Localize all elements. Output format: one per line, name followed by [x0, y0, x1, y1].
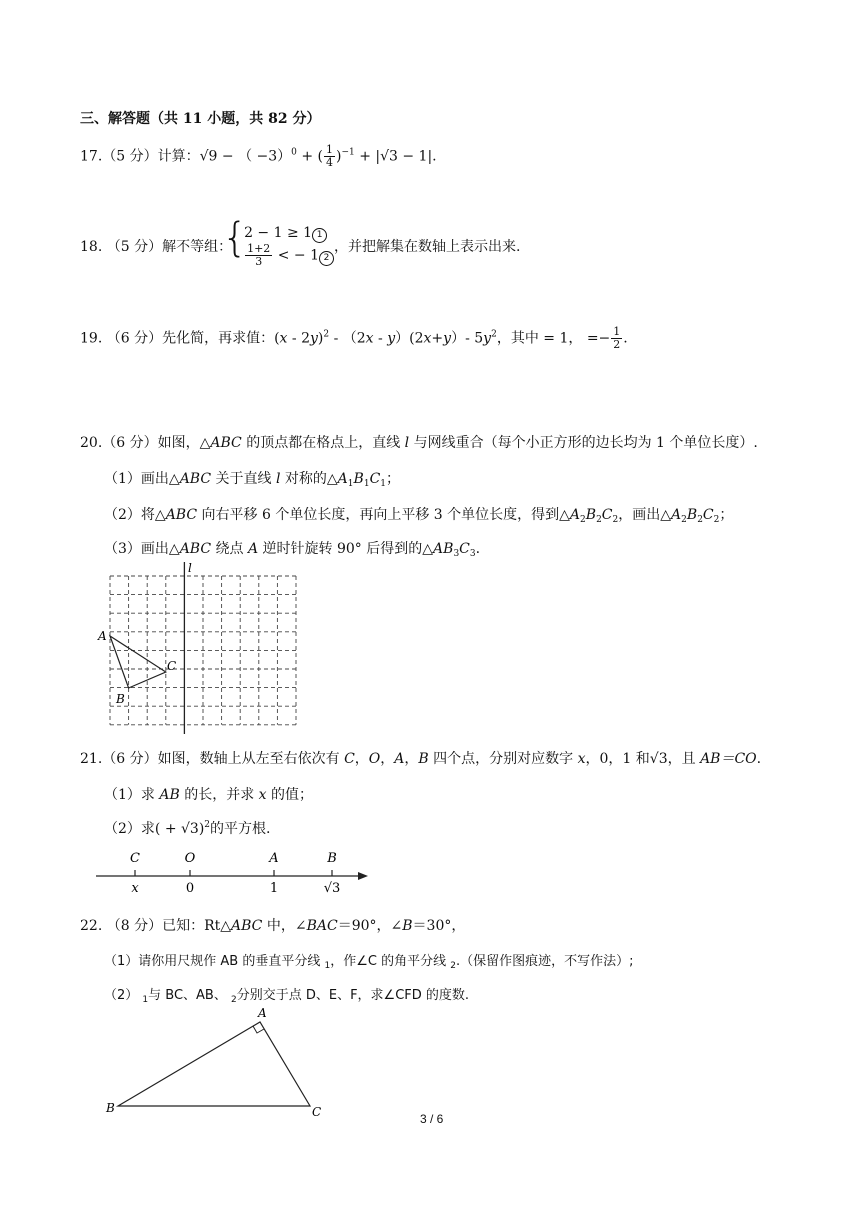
q18-frac-num: 1+2 — [247, 242, 271, 255]
q20-part3 — [104, 538, 480, 559]
q20-p2-C: C — [601, 507, 613, 523]
q20-p1-end: ； — [386, 471, 401, 487]
q21-head-a: 21.（6 分）如图，数轴上从左至右依次有 — [80, 751, 345, 767]
label-A: A — [98, 629, 107, 643]
q18-line2-text: < − 1 — [273, 247, 320, 264]
q20-p3-AB: AB — [433, 541, 454, 557]
q21-O: O — [368, 751, 381, 767]
label-B: B — [106, 1101, 115, 1115]
q21-sep3: ， — [404, 751, 419, 767]
q21-p1-b: 的长，并求 — [179, 787, 259, 803]
q22-p2-c: 分别交于点 D、E、F，求∠CFD 的度数. — [236, 988, 470, 1003]
q20-p3-end: . — [475, 541, 481, 557]
q21-p1-ab: AB — [159, 787, 180, 803]
q18-system — [222, 215, 334, 268]
q22-part2 — [104, 984, 469, 1005]
q22-p1-c: .（保留作图痕迹，不写作法）; — [455, 954, 634, 969]
q20-part2 — [104, 504, 733, 525]
q20-p2-end: ； — [719, 507, 734, 523]
question-18 — [80, 215, 521, 268]
q22-bac: BAC — [306, 918, 338, 934]
q20-p3-a: （3）画出△ — [104, 541, 180, 557]
q20-p2-B2: B — [686, 507, 698, 523]
q19-y1: y — [310, 330, 318, 347]
q20-p3-c: 逆时针旋转 90° 后得到的△ — [258, 541, 434, 557]
q21-B: B — [418, 751, 429, 767]
q17-expr-b: + |√3 − 1|. — [354, 148, 437, 165]
brace-icon: { — [222, 215, 248, 261]
q20-p2-A2: A — [671, 507, 682, 523]
q20-p2-C2: C — [702, 507, 714, 523]
q19-t5: ）(2 — [395, 330, 424, 347]
q21-head-c: ，0，1 和√3，且 — [585, 751, 701, 767]
q21-p2-b: 的平方根. — [210, 821, 271, 837]
q20-p1-s2: 1 — [363, 479, 370, 489]
q19-t1: - 2 — [287, 330, 310, 347]
q19-x1: x — [279, 330, 288, 347]
q19-a: 19. （6 分）先化简，再求值：( — [80, 330, 280, 347]
page-number: 3 / 6 — [420, 1112, 444, 1126]
q21-head-b: 四个点，分别对应数字 — [428, 751, 578, 767]
q20-p3-C: C — [459, 541, 470, 557]
q20-p2-b: 向右平移 6 个单位长度，再向上平移 3 个单位长度，得到△ — [197, 507, 570, 523]
q20-head-a: 20.（6 分）如图，△ — [80, 435, 211, 451]
q19-t3: - （2 — [329, 330, 366, 347]
q19-x3: x — [423, 330, 432, 347]
q21-p1-x: x — [258, 787, 267, 803]
q19-sup2: 2 — [323, 329, 330, 340]
q18-line1-text: 2 − 1 ≥ 1 — [244, 225, 313, 241]
q19-frac-num: 1 — [613, 325, 621, 338]
q20-p3-b: 绕点 — [211, 541, 248, 557]
q20-p1-b1: B — [353, 471, 364, 487]
q21-number-line — [92, 846, 377, 896]
q21-sep1: ， — [354, 751, 369, 767]
axis-ticks — [135, 870, 332, 876]
q20-p1-a1: A — [337, 471, 348, 487]
question-22-head — [80, 915, 465, 935]
q20-p3-A: A — [247, 541, 259, 557]
q17-fraction — [324, 144, 335, 169]
q20-p2-s5: 2 — [697, 515, 703, 525]
q21-p1-c: 的值； — [266, 787, 314, 803]
q19-t8: ，其中 = 1， =− — [496, 330, 611, 347]
section-title: 三、解答题（共 11 小题，共 82 分） — [80, 111, 321, 127]
q22-part1 — [104, 950, 633, 971]
axis-label-A: A — [269, 851, 279, 866]
question-21-head — [80, 748, 761, 768]
q20-grid-figure — [96, 560, 306, 735]
q19-t4: - — [373, 330, 388, 347]
q21-p2-sup: 2 — [204, 820, 211, 830]
question-17 — [80, 144, 437, 169]
q22-head-c: ＝90°，∠ — [337, 918, 403, 934]
q22-head: 22. （8 分）已知：Rt△ — [80, 918, 232, 934]
q20-p2-A: A — [569, 507, 581, 523]
triangle-abc — [110, 636, 166, 688]
q22-head-d: ＝30°， — [412, 918, 466, 934]
q20-part1 — [104, 468, 400, 489]
grid-lines — [110, 576, 296, 725]
q19-frac-den: 2 — [613, 338, 621, 351]
q21-p2-a: （2）求( + √3) — [104, 821, 205, 837]
q17-expr-a: √9 − （ −3） — [199, 148, 292, 165]
q20-p2-abc: ABC — [165, 507, 198, 523]
arrow-right-icon — [358, 872, 368, 880]
q22-p1-s2: 2 — [450, 961, 456, 971]
q22-p1-b: ，作∠C 的角平分线 — [330, 954, 451, 969]
q20-p1-a: （1）画出△ — [104, 471, 180, 487]
q21-C: C — [344, 751, 355, 767]
q19-y4: y — [483, 330, 492, 347]
axis-label-O: O — [184, 851, 196, 866]
q21-sep2: ， — [380, 751, 395, 767]
q20-p1-l: l — [275, 471, 281, 487]
q17-frac-den: 4 — [326, 156, 333, 169]
q20-p2-s6: 2 — [713, 515, 720, 525]
q17-sup-neg1: −1 — [341, 147, 355, 158]
q19-sup2b: 2 — [491, 329, 497, 340]
q18-tail: ，并把解集在数轴上表示出来. — [334, 239, 521, 255]
question-19 — [80, 326, 628, 351]
q22-triangle-figure — [100, 1004, 340, 1124]
q20-p2-s4: 2 — [681, 515, 687, 525]
q20-p2-s3: 2 — [612, 515, 619, 525]
q21-p1-a: （1）求 — [104, 787, 160, 803]
q20-p2-a: （2）将△ — [104, 507, 166, 523]
q21-part2 — [104, 818, 270, 838]
triangle-abc — [118, 1022, 310, 1106]
q18-fraction — [245, 243, 272, 268]
q19-fraction — [611, 326, 622, 351]
q17-sup0: 0 — [291, 147, 297, 158]
q20-p2-s2: 2 — [596, 515, 602, 525]
q22-p2-s2: 2 — [230, 995, 237, 1005]
q21-eq: AB＝CO — [700, 751, 757, 767]
q20-p1-b: 关于直线 — [211, 471, 276, 487]
axis-label-C: C — [130, 851, 140, 866]
q21-head-d: . — [756, 751, 762, 767]
q20-head-b: 的顶点都在格点上，直线 — [241, 435, 405, 451]
label-C: C — [312, 1105, 322, 1119]
q22-bb: B — [402, 918, 413, 934]
circled-2-icon: 2 — [319, 251, 334, 266]
q19-x2: x — [365, 330, 374, 347]
q22-p2-s1: 1 — [142, 995, 149, 1005]
label-l: l — [188, 561, 192, 575]
q18-line2 — [244, 243, 334, 268]
q17-frac-num: 1 — [326, 143, 333, 156]
q20-abc: ABC — [210, 435, 242, 451]
q20-p1-c1: C — [369, 471, 381, 487]
q17-close: ) — [336, 148, 342, 165]
q17-plus: + ( — [296, 148, 323, 165]
axis-value-1: 1 — [269, 881, 279, 896]
q19-t9: . — [623, 330, 628, 347]
axis-value-sqrt3: √3 — [323, 881, 341, 896]
q20-p3-s1: 3 — [453, 549, 460, 559]
q20-l: l — [404, 435, 410, 451]
q22-abc: ABC — [231, 918, 263, 934]
q22-p1-a: （1）请你用尺规作 AB 的垂直平分线 — [104, 954, 325, 969]
q18-label: 18. （5 分）解不等组： — [80, 239, 233, 255]
q20-p1-s1: 1 — [347, 479, 354, 489]
q21-A: A — [394, 751, 405, 767]
q20-p2-B: B — [585, 507, 597, 523]
q20-p2-c: ，画出△ — [618, 507, 672, 523]
q19-y2: y — [387, 330, 396, 347]
q20-p1-abc: ABC — [179, 471, 212, 487]
q22-p1-s1: 1 — [324, 961, 331, 971]
q17-label: 17.（5 分）计算： — [80, 148, 200, 165]
axis-value-0: 0 — [185, 881, 195, 896]
axis-label-B: B — [327, 851, 337, 866]
label-B: B — [116, 692, 125, 706]
label-C: C — [167, 659, 177, 673]
q20-p1-s3: 1 — [380, 479, 387, 489]
q18-line1 — [244, 224, 334, 243]
q22-p2-a: （2） — [104, 988, 143, 1003]
q20-p2-s1: 2 — [580, 515, 586, 525]
q20-head-c: 与网线重合（每个小正方形的边长均为 1 个单位长度）. — [409, 435, 758, 451]
q19-y3: y — [443, 330, 452, 347]
q22-p2-b: 与 BC、AB、 — [148, 988, 231, 1003]
question-20-head — [80, 432, 758, 452]
q19-t2: ) — [317, 330, 324, 347]
axis-value-x: x — [131, 881, 139, 896]
q21-part1 — [104, 784, 313, 804]
q18-frac-den: 3 — [255, 255, 263, 268]
q20-p3-abc: ABC — [179, 541, 212, 557]
label-A: A — [258, 1006, 267, 1020]
q20-p1-c: 对称的△ — [280, 471, 338, 487]
circled-1-icon: 1 — [312, 228, 327, 243]
q20-p3-s2: 3 — [469, 549, 476, 559]
q21-x: x — [577, 751, 586, 767]
q22-head-b: 中，∠ — [262, 918, 307, 934]
q19-t6: + — [431, 330, 444, 347]
q19-t7: ）- 5 — [451, 330, 484, 347]
